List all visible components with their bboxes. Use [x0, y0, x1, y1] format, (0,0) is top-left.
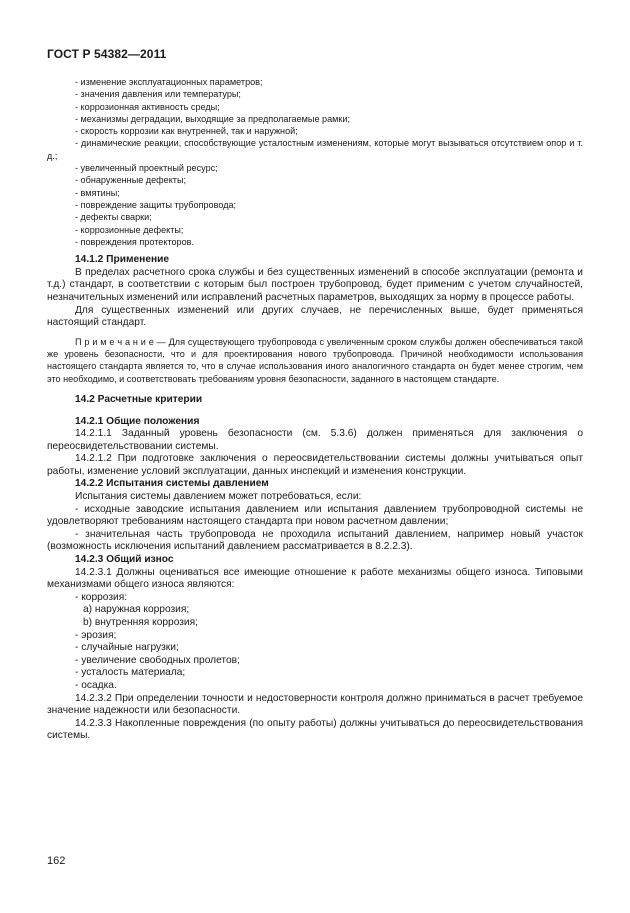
list-item: - увеличение свободных пролетов;: [75, 654, 240, 666]
section-heading-14-2-2: 14.2.2 Испытания системы давлением: [75, 478, 269, 490]
paragraph: Для существенных изменений или других случаев, не перечисленных выше, будет применяться настоящий стандарт.: [47, 304, 583, 329]
section-heading-14-2: 14.2 Расчетные критерии: [75, 393, 203, 405]
list-item: а) наружная коррозия;: [83, 604, 190, 616]
paragraph: 14.2.1.1 Заданный уровень безопасности (см. 5.3.6) должен применяться для заключения о переосвидетельствовании системы.: [47, 428, 583, 452]
list-item: b) внутренняя коррозия;: [83, 617, 198, 628]
list-item: - динамические реакции, способствующие усталостным изменениям, которые могут вызываться отсутствием опор и т. д.;: [47, 138, 583, 161]
note-paragraph: [47, 336, 583, 385]
list-item: - значения давления или температуры;: [75, 89, 241, 100]
page-number: 162: [47, 855, 66, 867]
parameter-list: [47, 76, 583, 248]
list-item: - обнаруженные дефекты;: [75, 175, 187, 186]
section-heading-14-2-3: 14.2.3 Общий износ: [75, 554, 174, 566]
paragraph: 14.2.3.1 Должны оцениваться все имеющие отношение к работе механизмы общего износа. Типовыми механизмами общего износа являются:: [47, 566, 583, 591]
list-item: - механизмы деградации, выходящие за предполагаемые рамки;: [75, 113, 350, 124]
list-item: - изменение эксплуатационных параметров;: [75, 77, 263, 87]
list-item: - усталость материала;: [75, 667, 186, 679]
note-label: П р и м е ч а н и е: [75, 336, 154, 347]
paragraph: 14.2.3.2 При определении точности и недостоверности контроля должно приниматься в расчет требуемое значение надежности или безопасности.: [47, 692, 583, 717]
list-item: - увеличенный проектный ресурс;: [75, 163, 218, 174]
list-item: - эрозия;: [75, 629, 117, 641]
list-item: - случайные нагрузки;: [75, 642, 179, 654]
list-item: - скорость коррозии как внутренней, так и наружной;: [75, 126, 298, 137]
page-content: [47, 76, 583, 743]
list-item: - повреждения протекторов.: [75, 236, 195, 247]
paragraph: - значительная часть трубопровода не проходила испытаний давлением, например новый участок (возможность исключения испытаний давлением рассматривается в 8.2.2.3).: [47, 528, 583, 553]
list-item: - коррозионные дефекты;: [75, 224, 184, 235]
paragraph: В пределах расчетного срока службы и без существенных изменений в способе эксплуатации (ремонта и т.д.) стандарт, в соответствии с которым был построен трубопровод, будет применим с учетом случайностей, незначительных изменений или исправлений расчетных параметров, выходящих за норму в процессе работы.: [47, 266, 583, 303]
section-heading-14-1-2: 14.1.2 Применение: [75, 254, 170, 266]
list-item: - вмятины;: [75, 187, 120, 198]
list-item: - повреждение защиты трубопровода;: [75, 199, 237, 210]
paragraph: 14.2.3.3 Накопленные повреждения (по опыту работы) должны учитываться до переосвидетельствования системы.: [47, 717, 583, 742]
list-item: - коррозионная активность среды;: [75, 101, 220, 112]
list-item: - дефекты сварки;: [75, 212, 152, 223]
section-heading-14-2-1: 14.2.1 Общие положения: [75, 415, 200, 427]
list-item: - осадка.: [75, 679, 117, 691]
paragraph: 14.2.1.2 При подготовке заключения о переосвидетельствовании системы должны учитываться опыт работы, изменение условий эксплуатации, данных инспекций и изменения конструкции.: [47, 453, 583, 477]
list-item: - коррозия:: [75, 591, 128, 603]
document-code-header: ГОСТ Р 54382—2011: [47, 47, 167, 61]
paragraph: Испытания системы давлением может потребоваться, если:: [75, 491, 362, 503]
note-text: — Для существующего трубопровода с увеличенным сроком службы должен обеспечиваться такой же уровень безопасности, что и для проектирования нового трубопровода. Причиной необходимости использования настоящего стандарта является то, что в случае использования иного аналогичного стандарта он будет менее строгим, чем это необходимо, и соответствовать требованиям уровня безопасности, заданного в настоящем стандарте.: [47, 336, 583, 384]
paragraph: - исходные заводские испытания давлением или испытания давлением трубопроводной системы не удовлетворяют требованиям настоящего стандарта при новом расчетном давлении;: [47, 503, 583, 528]
